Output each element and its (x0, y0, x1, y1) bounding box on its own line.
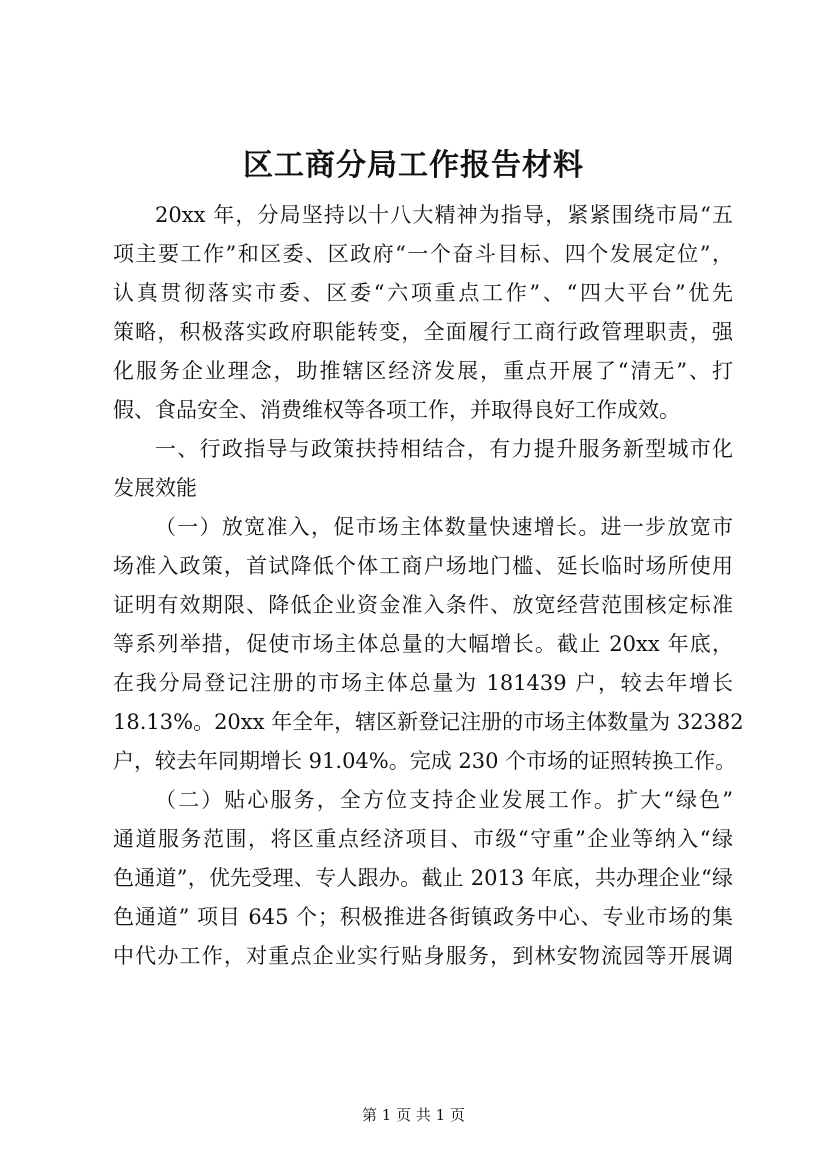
text-line: 在我分局登记注册的市场主体总量为 181439 户，较去年增长 (113, 671, 733, 695)
text-line: （一）放宽准入，促市场主体数量快速增长。进一步放宽市 (155, 515, 733, 539)
text-line: 化服务企业理念，助推辖区经济发展，重点开展了“清无”、打 (113, 359, 733, 383)
document-title: 区工商分局工作报告材料 (243, 148, 584, 183)
text-line: 假、食品安全、消费维权等各项工作，并取得良好工作成效。 (113, 398, 680, 422)
text-line: 认真贯彻落实市委、区委“六项重点工作”、“四大平台”优先 (113, 281, 733, 305)
page-number-footer: 第 1 页 共 1 页 (362, 1106, 465, 1124)
text-line: 色通道”，优先受理、专人跟办。截止 2013 年底，共办理企业“绿 (113, 866, 733, 890)
text-line: 证明有效期限、降低企业资金准入条件、放宽经营范围核定标准 (113, 593, 733, 617)
text-line: 场准入政策，首试降低个体工商户场地门槛、延长临时场所使用 (113, 554, 733, 578)
text-line: 中代办工作，对重点企业实行贴身服务，到林安物流园等开展调 (113, 944, 733, 968)
text-line: 色通道” 项目 645 个；积极推进各街镇政务中心、专业市场的集 (113, 905, 733, 929)
text-line: 20xx 年，分局坚持以十八大精神为指导，紧紧围绕市局“五 (155, 203, 733, 227)
text-line: 18.13%。20xx 年全年，辖区新登记注册的市场主体数量为 32382 (113, 710, 744, 734)
text-line: （二）贴心服务，全方位支持企业发展工作。扩大“绿色” (155, 788, 733, 812)
text-line: 策略，积极落实政府职能转变，全面履行工商行政管理职责，强 (113, 320, 733, 344)
section-heading-line: 一、行政指导与政策扶持相结合，有力提升服务新型城市化 (155, 437, 733, 461)
text-line: 项主要工作”和区委、区政府“一个奋斗目标、四个发展定位”， (113, 242, 733, 266)
section-heading-line: 发展效能 (113, 476, 197, 500)
text-line: 户，较去年同期增长 91.04%。完成 230 个市场的证照转换工作。 (113, 749, 737, 773)
text-line: 通道服务范围，将区重点经济项目、市级“守重”企业等纳入“绿 (113, 827, 733, 851)
document-body (113, 196, 744, 976)
text-line: 等系列举措，促使市场主体总量的大幅增长。截止 20xx 年底， (113, 632, 733, 656)
